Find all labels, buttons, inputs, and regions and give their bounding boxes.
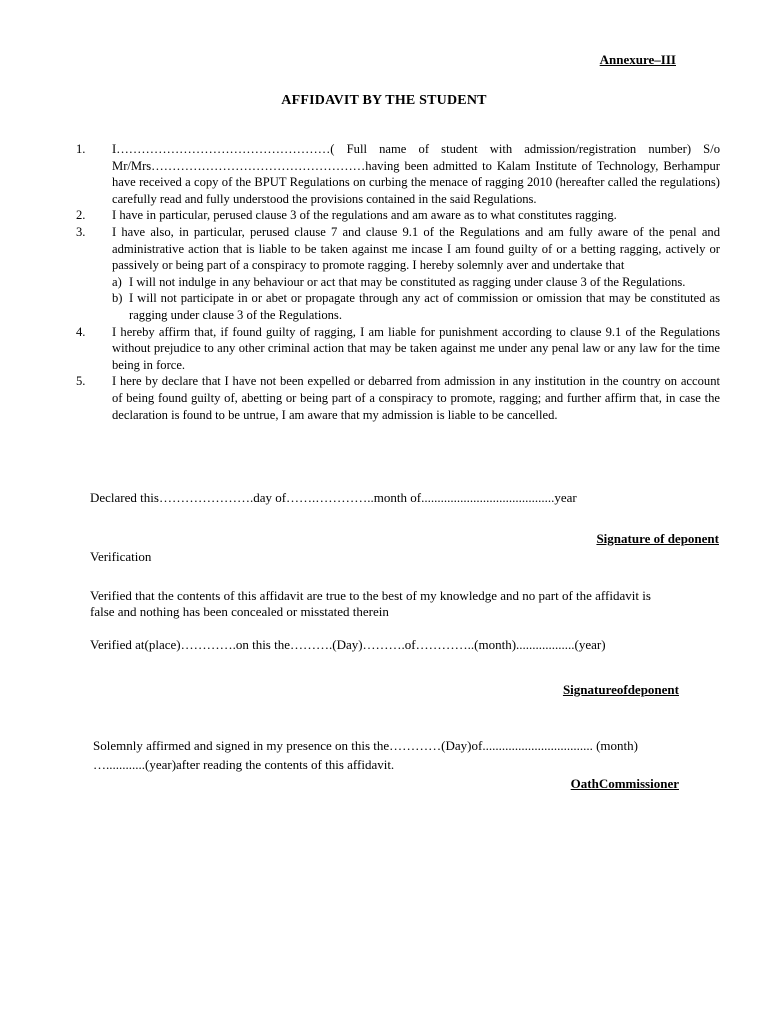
clause-5 <box>76 373 720 423</box>
subclause-b <box>112 290 720 323</box>
annexure-label: Annexure–III <box>599 52 676 67</box>
clause-body <box>112 224 720 324</box>
clause-number: 4. <box>76 324 86 339</box>
document-title: AFFIDAVIT BY THE STUDENT <box>281 93 487 108</box>
verification-text-line: Verified that the contents of this affidavit are true to the best of my knowledge and no part of the affidavit is <box>90 588 651 603</box>
clause-number: 2. <box>76 208 86 223</box>
subclause-label: b) <box>112 291 123 306</box>
signature-of-deponent-2: Signatureofdeponent <box>562 682 679 697</box>
signature-of-deponent-1: Signature of deponent <box>596 531 719 546</box>
clause-2 <box>76 207 720 224</box>
clause-text: I have also, in particular, perused clause 7 and clause 9.1 of the Regulations and am fully aware of the penal and administrative action that is liable to be taken against me incase I am found guilty of or a betting ragging, actively or passively or being part of a conspiracy to promote ragging. I hereby solemnly aver and undertake that <box>112 224 720 273</box>
verification-text-line: false and nothing has been concealed or misstated therein <box>90 604 389 619</box>
clause-text: I……………………………………………( Full name of student with admission/registration number) S/o Mr/Mrs……………………………………………having been admitted to Kalam Institute of Technology, Berhampur have received a copy of the BPUT Regulations on curbing the menace of ragging 2010 (hereafter called the regulations) carefully read and fully understood the provisions contained in the said Regulations. <box>112 142 720 206</box>
clause-number: 5. <box>76 374 86 389</box>
declaration-line: Declared this………………….day of…….…………..month of.........................................year <box>90 490 577 505</box>
affirmation-line: Solemnly affirmed and signed in my presence on this the…………(Day)of.................................. (month) <box>93 738 638 753</box>
clause-1 <box>76 141 720 207</box>
subclause-text: I will not indulge in any behaviour or act that may be constituted as ragging under clause 3 of the Regulations. <box>129 274 686 289</box>
affirmation-line: …............(year)after reading the contents of this affidavit. <box>93 757 395 772</box>
clause-text: I hereby affirm that, if found guilty of ragging, I am liable for punishment according to clause 9.1 of the Regulations without prejudice to any other criminal action that may be taken against me under any penal law or any law for the time being in force. <box>112 324 720 372</box>
clause-4 <box>76 324 720 374</box>
subclause-a <box>112 274 720 291</box>
clause-text: I have in particular, perused clause 3 of the regulations and am aware as to what constitutes ragging. <box>112 208 617 223</box>
clause-number: 1. <box>76 142 86 156</box>
clause-text: I here by declare that I have not been expelled or debarred from admission in any institution in the country on account of being found guilty of, abetting or being part of a conspiracy to promote, ragging; and further affirm that, in case the declaration is found to be untrue, I am aware that my admission is liable to be cancelled. <box>112 374 720 422</box>
verification-place-line: Verified at(place)………….on this the……….(Day)……….of…………..(month)..................(year) <box>90 637 606 652</box>
verification-text <box>90 588 710 620</box>
subclause-label: a) <box>112 274 122 289</box>
clause-list <box>76 141 720 423</box>
verification-heading: Verification <box>90 549 152 564</box>
oath-commissioner: OathCommissioner <box>570 776 679 791</box>
affirmation-text <box>93 738 693 773</box>
clause-3 <box>76 224 720 324</box>
subclause-text: I will not participate in or abet or propagate through any act of commission or omission that may be constituted as ragging under clause 3 of the Regulations. <box>129 291 720 322</box>
clause-number: 3. <box>76 224 86 239</box>
